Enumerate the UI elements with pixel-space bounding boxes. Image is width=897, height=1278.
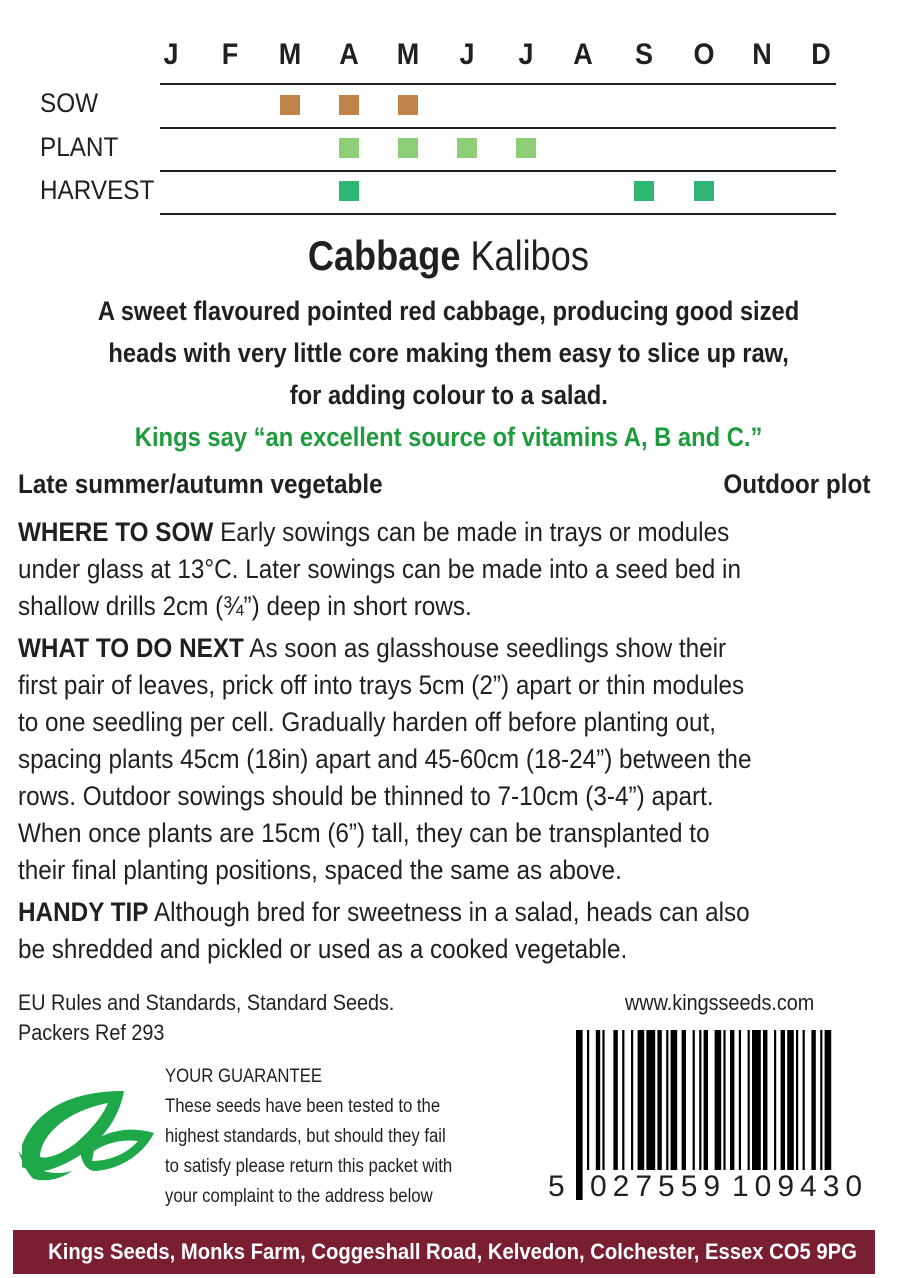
month-label: N [752, 38, 772, 71]
packers-ref: Packers Ref 293 [18, 1020, 165, 1045]
barcode-right-digits: 109430 [732, 1170, 869, 1203]
month-label: D [811, 38, 831, 71]
barcode-bar [811, 1030, 815, 1170]
body-line: rows. Outdoor sowings should be thinned to 7-10cm (3-4”) apart. [18, 781, 714, 811]
calendar-rule [160, 213, 836, 215]
harvest-month-mark [339, 181, 359, 201]
guarantee-heading: YOUR GUARANTEE [165, 1066, 323, 1087]
barcode-bar [699, 1030, 701, 1170]
month-label: J [518, 38, 534, 71]
product-title [0, 232, 897, 280]
month-label: A [339, 38, 359, 71]
barcode-bar [752, 1030, 761, 1170]
plant-month-mark [398, 138, 418, 158]
barcode-bar [587, 1030, 589, 1170]
description-line: heads with very little core making them easy to slice up raw, [108, 338, 789, 368]
barcode-bar [763, 1030, 767, 1170]
product-name: Cabbage [307, 232, 461, 279]
description-line: for adding colour to a salad. [289, 380, 608, 410]
barcode-bar [730, 1030, 734, 1170]
body-line: be shredded and pickled or used as a cooked vegetable. [18, 934, 628, 964]
body-line: first pair of leaves, prick off into trays 5cm (2”) apart or thin modules [18, 670, 745, 700]
sow-month-mark [339, 95, 359, 115]
month-label: S [634, 38, 653, 71]
month-label: F [221, 38, 239, 71]
month-label: A [573, 38, 593, 71]
barcode-bar [787, 1030, 794, 1170]
barcode-bar [613, 1030, 617, 1170]
guarantee-line: highest standards, but should they fail [165, 1126, 446, 1147]
row-label-sow: SOW [40, 88, 99, 118]
barcode-bar [723, 1030, 725, 1170]
calendar-rule [160, 83, 836, 85]
guarantee-line: These seeds have been tested to the [165, 1096, 441, 1117]
month-label: M [396, 38, 420, 71]
barcode-bar [803, 1030, 805, 1170]
guarantee-line: your complaint to the address below [165, 1186, 433, 1207]
barcode-bar [657, 1030, 661, 1170]
body-line: spacing plants 45cm (18in) apart and 45-60cm (18-24”) between the [18, 744, 752, 774]
location-label: Outdoor plot [722, 469, 870, 499]
month-label: J [163, 38, 179, 71]
plant-month-mark [516, 138, 536, 158]
barcode-bar [596, 1030, 600, 1170]
harvest-month-mark [634, 181, 654, 201]
guarantee-line: to satisfy please return this packet with [165, 1156, 453, 1177]
barcode-bar [622, 1030, 624, 1170]
barcode-bar [602, 1030, 604, 1170]
barcode-bar [796, 1030, 798, 1170]
barcode-bar [748, 1030, 750, 1170]
section-heading: WHAT TO DO NEXT [18, 633, 244, 663]
row-label-plant: PLANT [40, 132, 119, 162]
product-variety: Kalibos [470, 232, 590, 279]
barcode-bar [666, 1030, 668, 1170]
barcode-bar [646, 1030, 655, 1170]
footer-address: Kings Seeds, Monks Farm, Coggeshall Road, Kelvedon, Colchester, Essex CO5 9PG [48, 1239, 857, 1264]
kings-say-quote: Kings say “an excellent source of vitamins A, B and C.” [134, 422, 763, 452]
section-heading: HANDY TIP [18, 897, 149, 927]
body-line: shallow drills 2cm (¾”) deep in short rows. [18, 591, 472, 621]
month-label: M [278, 38, 302, 71]
description-line: A sweet flavoured pointed red cabbage, producing good sized [97, 296, 800, 326]
calendar-rule [160, 127, 836, 129]
barcode-bar [631, 1030, 633, 1170]
barcode-bar [576, 1030, 583, 1200]
footer-address-bar [13, 1230, 875, 1274]
barcode-first-digit: 5 [548, 1170, 565, 1203]
section-heading: WHERE TO SOW [18, 517, 214, 547]
barcode-bar [638, 1030, 645, 1170]
sow-month-mark [398, 95, 418, 115]
standards-text: EU Rules and Standards, Standard Seeds. [18, 990, 395, 1015]
barcode-bar [693, 1030, 695, 1170]
month-label: O [693, 38, 715, 71]
plant-month-mark [457, 138, 477, 158]
body-line: their final planting positions, spaced the same as above. [18, 855, 622, 885]
row-label-harvest: HARVEST [40, 175, 155, 205]
kings-seeds-leaf-logo-icon [18, 1085, 158, 1185]
barcode-bar [820, 1030, 822, 1170]
website-link[interactable]: www.kingsseeds.com [625, 990, 815, 1015]
barcode-bar [739, 1030, 741, 1170]
body-line: When once plants are 15cm (6”) tall, they can be transplanted to [18, 818, 710, 848]
barcode-bar [781, 1030, 785, 1170]
month-label: J [459, 38, 475, 71]
barcode-bar [774, 1030, 776, 1170]
barcode-left-digits: 027559 [590, 1170, 727, 1203]
body-line: under glass at 13°C. Later sowings can be made into a seed bed in [18, 554, 741, 584]
barcode-bar [671, 1030, 678, 1170]
harvest-month-mark [694, 181, 714, 201]
barcode-bar [682, 1030, 686, 1170]
season-label: Late summer/autumn vegetable [18, 469, 383, 499]
calendar-rule [160, 170, 836, 172]
body-line: to one seedling per cell. Gradually harden off before planting out, [18, 707, 716, 737]
sow-month-mark [280, 95, 300, 115]
plant-month-mark [339, 138, 359, 158]
